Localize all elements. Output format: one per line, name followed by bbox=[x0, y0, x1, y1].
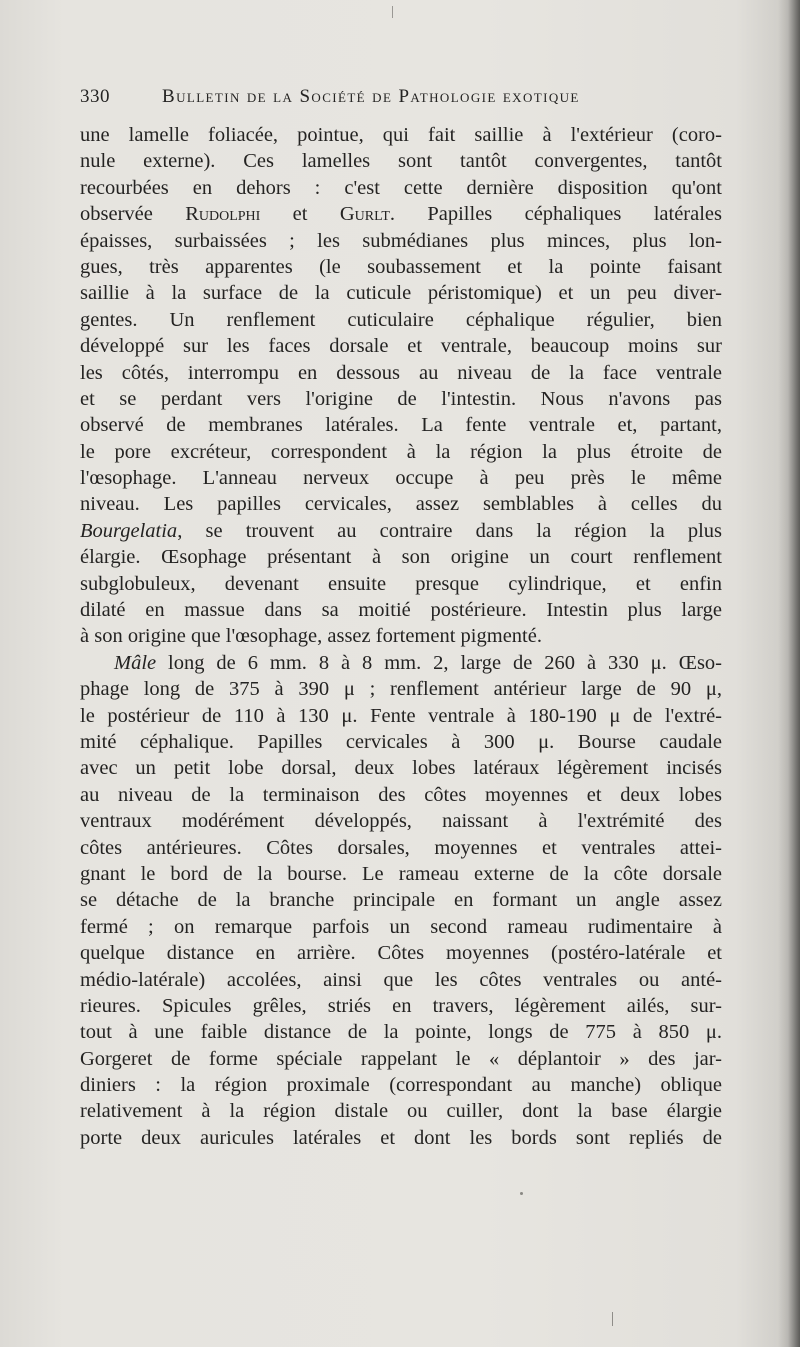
text-line: gues, très apparentes (le soubassement et la pointe faisant bbox=[80, 255, 722, 278]
text-line: relativement à la région distale ou cuiller, dont la base élargie bbox=[80, 1100, 722, 1123]
text-line: le pore excréteur, correspondent à la région la plus étroite de bbox=[80, 440, 722, 463]
text-line: diniers : la région proximale (correspondant au manche) oblique bbox=[80, 1074, 722, 1097]
text-line: nule externe). Ces lamelles sont tantôt convergentes, tantôt bbox=[80, 150, 722, 173]
text-span: . Papilles céphaliques latérales bbox=[389, 203, 723, 226]
genus-name-bourgelatia: Bourgelatia bbox=[80, 519, 178, 542]
text-line: élargie. Œsophage présentant à son origine un court renflement bbox=[80, 546, 722, 569]
text-span: long de 6 mm. 8 à 8 mm. 2, large de 260 à 330 μ. Œso- bbox=[156, 651, 722, 674]
text-line bbox=[80, 650, 722, 676]
text-line: Gorgeret de forme spéciale rappelant le « déplantoir » des jar- bbox=[80, 1047, 722, 1070]
page-number: 330 bbox=[80, 86, 110, 107]
text-line: gnant le bord de la bourse. Le rameau externe de la côte dorsale bbox=[80, 862, 722, 885]
text-line: porte deux auricules latérales et dont les bords sont repliés de bbox=[80, 1126, 722, 1149]
text-line: se détache de la branche principale en formant un angle assez bbox=[80, 889, 722, 912]
text-line: côtes antérieures. Côtes dorsales, moyennes et ventrales attei- bbox=[80, 836, 722, 859]
text-line: avec un petit lobe dorsal, deux lobes latéraux légèrement incisés bbox=[80, 757, 722, 780]
text-line: une lamelle foliacée, pointue, qui fait saillie à l'extérieur (coro- bbox=[80, 124, 722, 146]
page-header bbox=[80, 82, 722, 112]
text-line: fermé ; on remarque parfois un second rameau rudimentaire à bbox=[80, 915, 722, 938]
text-line: niveau. Les papilles cervicales, assez semblables à celles du bbox=[80, 493, 722, 516]
scan-speck bbox=[612, 1312, 613, 1326]
text-line: mité céphalique. Papilles cervicales à 300 μ. Bourse caudale bbox=[80, 730, 722, 753]
text-span: observée bbox=[80, 203, 153, 226]
author-name-rudolphi: Rudolphi bbox=[185, 203, 261, 226]
text-line: le postérieur de 110 à 130 μ. Fente ventrale à 180-190 μ de l'extré- bbox=[80, 704, 722, 727]
text-line: rieures. Spicules grêles, striés en travers, légèrement ailés, sur- bbox=[80, 994, 722, 1017]
text-line: ventraux modérément développés, naissant à l'extrémité des bbox=[80, 810, 722, 833]
text-line: subglobuleux, devenant ensuite presque cylindrique, et enfin bbox=[80, 572, 722, 595]
page-edge-shadow bbox=[778, 0, 800, 1347]
text-line: saillie à la surface de la cuticule péristomique) et un peu diver- bbox=[80, 282, 722, 305]
text-line: phage long de 375 à 390 μ ; renflement antérieur large de 90 μ, bbox=[80, 678, 722, 701]
text-line: les côtés, interrompu en dessous au niveau de la face ventrale bbox=[80, 361, 722, 384]
text-line: et se perdant vers l'origine de l'intestin. Nous n'avons pas bbox=[80, 387, 722, 410]
text-line bbox=[80, 201, 722, 227]
text-line: tout à une faible distance de la pointe, longs de 775 à 850 μ. bbox=[80, 1021, 722, 1044]
text-line bbox=[80, 518, 722, 544]
text-line: au niveau de la terminaison des côtes moyennes et deux lobes bbox=[80, 783, 722, 806]
text-line: à son origine que l'œsophage, assez fortement pigmenté. bbox=[80, 625, 542, 648]
section-term-male: Mâle bbox=[114, 651, 157, 674]
text-span: et bbox=[292, 203, 308, 226]
author-name-gurlt: Gurlt bbox=[339, 203, 390, 226]
text-span: , se trouvent au contraire dans la région la plus bbox=[177, 519, 722, 542]
text-line: dilaté en massue dans sa moitié postérieure. Intestin plus large bbox=[80, 599, 722, 622]
text-line: l'œsophage. L'anneau nerveux occupe à peu près le même bbox=[80, 467, 722, 490]
text-line: recourbées en dehors : c'est cette dernière disposition qu'ont bbox=[80, 176, 722, 199]
text-line: quelque distance en arrière. Côtes moyennes (postéro-latérale et bbox=[80, 942, 722, 965]
text-line: gentes. Un renflement cuticulaire céphalique régulier, bien bbox=[80, 308, 722, 331]
scan-speck bbox=[392, 6, 393, 18]
text-line: épaisses, surbaissées ; les submédianes plus minces, plus lon- bbox=[80, 229, 722, 252]
text-line: observé de membranes latérales. La fente ventrale et, partant, bbox=[80, 414, 722, 437]
running-title: Bulletin de la Société de Pathologie exotique bbox=[162, 86, 580, 107]
scan-speck bbox=[520, 1192, 523, 1195]
body-text bbox=[80, 122, 722, 1151]
text-line: développé sur les faces dorsale et ventrale, beaucoup moins sur bbox=[80, 335, 722, 358]
text-line: médio-latérale) accolées, ainsi que les côtes ventrales ou anté- bbox=[80, 968, 722, 991]
